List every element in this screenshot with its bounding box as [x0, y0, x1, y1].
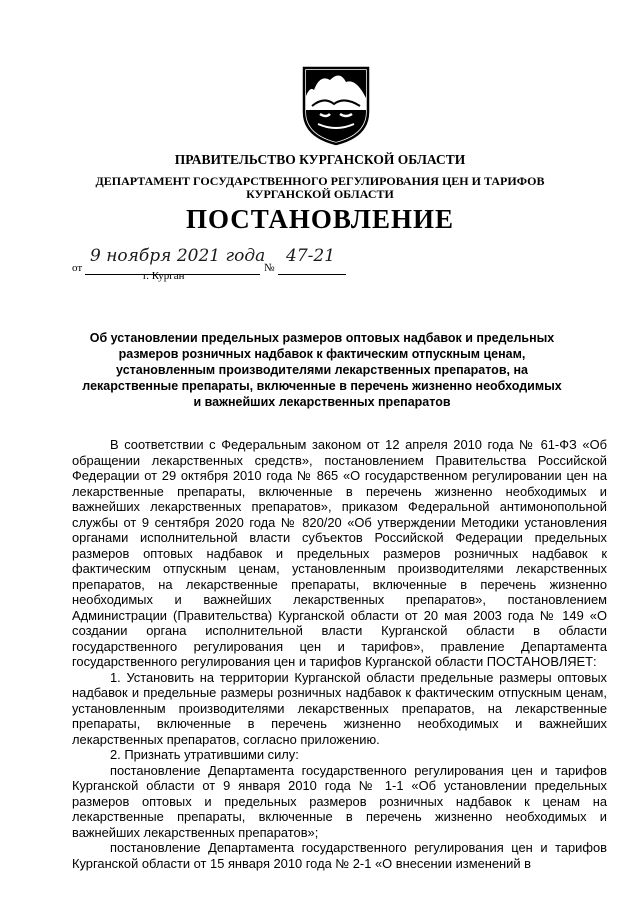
paragraph-item-1: 1. Установить на территории Курганской области предельные размеры оптовых надбавок и предельные размеры розничных надбавок к фактическим отпускным ценам, установленным производителями лекарственных препаратов, на лекарственные препараты, включенные в перечень жизненно необходимых и важнейших лекарственных препаратов, согласно приложению.	[72, 669, 607, 747]
government-name: ПРАВИТЕЛЬСТВО КУРГАНСКОЙ ОБЛАСТИ	[174, 152, 466, 167]
kurgan-coat-of-arms-icon	[300, 66, 372, 146]
department-line-1: ДЕПАРТАМЕНТ ГОСУДАРСТВЕННОГО РЕГУЛИРОВАНИЯ ЦЕН И ТАРИФОВ	[95, 174, 545, 188]
document-title: ПОСТАНОВЛЕНИЕ	[185, 204, 455, 234]
date-handwritten: 9 ноября 2021 года	[90, 246, 266, 266]
number-handwritten: 47-21	[286, 246, 336, 266]
document-body	[72, 437, 607, 871]
document-subject: Об установлении предельных размеров оптовых надбавок и предельных размеров розничных надбавок к фактическим отпускным ценам, установленным производителями лекарственных препаратов, на лекарственные препараты, включенные в перечень жизненно необходимых и важнейших лекарственных препаратов	[82, 331, 562, 409]
paragraph-repealed-1: постановление Департамента государственного регулирования цен и тарифов Курганской области от 9 января 2010 года № 1-1 «Об установлении предельных размеров оптовых и предельных размеров розничных надбавок к ценам на лекарственные препараты, включенные в перечень жизненно необходимых и важнейших лекарственных препаратов»;	[72, 762, 607, 840]
paragraph-repealed-2: постановление Департамента государственного регулирования цен и тарифов Курганской области от 15 января 2010 года № 2-1 «О внесении изменений в	[72, 840, 607, 871]
city: г. Курган	[143, 270, 185, 282]
from-label: от	[72, 262, 83, 274]
number-label: №	[264, 262, 275, 274]
department-line-2: КУРГАНСКОЙ ОБЛАСТИ	[246, 187, 394, 201]
department-name	[0, 175, 640, 201]
paragraph-preamble: В соответствии с Федеральным законом от 12 апреля 2010 года № 61-ФЗ «Об обращении лекарственных средств», постановлением Правительства Российской Федерации от 29 октября 2010 года № 865 «О государственном регулировании цен на лекарственные препараты, включенные в перечень жизненно необходимых и важнейших лекарственных препаратов», приказом Федеральной антимонопольной службы от 9 сентября 2020 года № 820/20 «Об утверждении Методики установления органами исполнительной власти субъектов Российской Федерации предельных размеров оптовых надбавок и предельных размеров розничных надбавок к фактическим отпускным ценам, установленным производителями лекарственных препаратов, на лекарственные препараты, включенные в перечень жизненно необходимых и важнейших лекарственных препаратов», постановлением Администрации (Правительства) Курганской области от 20 мая 2003 года № 149 «О создании органа исполнительной власти Курганской области в области государственного регулирования цен и тарифов», правление Департамента государственного регулирования цен и тарифов Курганской области ПОСТАНОВЛЯЕТ:	[72, 437, 607, 669]
paragraph-item-2: 2. Признать утратившими силу:	[110, 747, 299, 762]
